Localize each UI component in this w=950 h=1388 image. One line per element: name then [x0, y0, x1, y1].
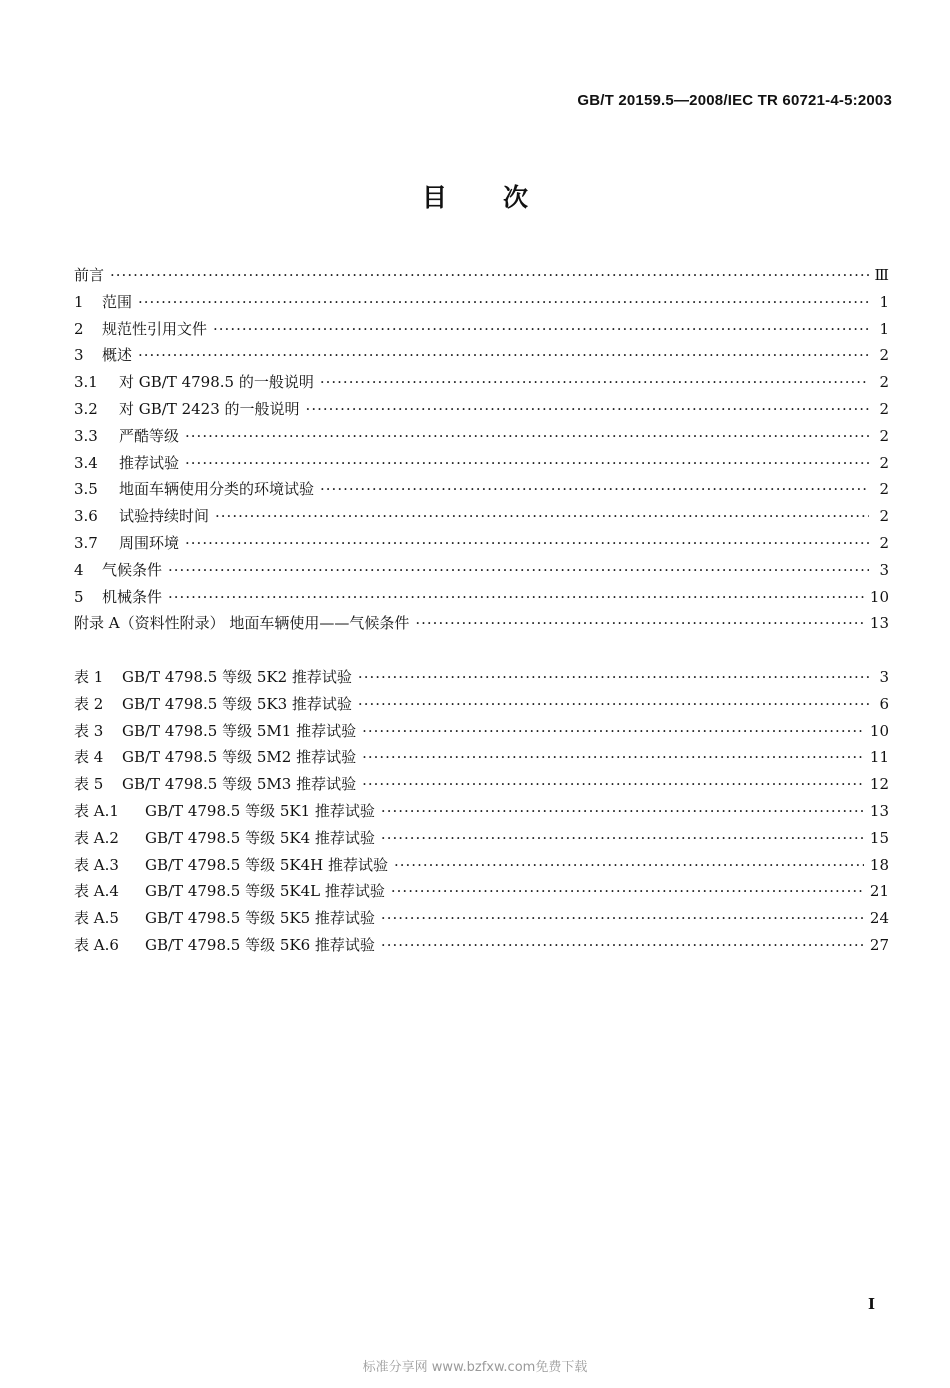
toc-entry-number: 3.6	[74, 507, 98, 526]
table-entry[interactable]	[74, 905, 889, 932]
dot-leader	[185, 423, 869, 450]
table-entry[interactable]	[74, 771, 889, 798]
toc-entry-page: 2	[879, 453, 889, 472]
dot-leader	[415, 610, 864, 637]
table-entry-label: GB/T 4798.5 等级 5K5 推荐试验	[145, 909, 375, 928]
toc-entry-number: 3	[74, 346, 84, 365]
dot-leader	[110, 262, 869, 289]
dot-leader	[381, 932, 864, 959]
toc-entry[interactable]	[74, 316, 889, 343]
dot-leader	[362, 744, 864, 771]
table-entry-page: 6	[879, 694, 889, 713]
table-entry-number: 表 4	[74, 748, 104, 767]
table-entry-page: 11	[869, 748, 889, 767]
toc-entry-page: 13	[869, 614, 889, 633]
table-entry-page: 27	[869, 935, 889, 954]
toc-entry-number: 5	[74, 587, 84, 606]
table-entry-page: 15	[869, 828, 889, 847]
toc-entry[interactable]	[74, 584, 889, 611]
toc-entry-page: 1	[879, 292, 889, 311]
table-entry-page: 18	[869, 855, 889, 874]
table-entry-number: 表 2	[74, 694, 104, 713]
table-entry-page: 3	[879, 668, 889, 686]
table-entry-label: GB/T 4798.5 等级 5K6 推荐试验	[145, 935, 375, 954]
table-entry[interactable]	[74, 718, 889, 745]
dot-leader	[185, 530, 869, 557]
table-entry-number: 表 1	[74, 668, 104, 686]
table-entry-number: 表 A.2	[74, 828, 119, 847]
dot-leader	[138, 289, 869, 316]
toc-entry-page: 10	[869, 587, 889, 606]
dot-leader	[185, 450, 869, 477]
table-entry[interactable]	[74, 932, 889, 959]
toc-entry[interactable]	[74, 423, 889, 450]
standard-id-header: GB/T 20159.5—2008/IEC TR 60721-4-5:2003	[577, 92, 892, 109]
toc-entry[interactable]	[74, 557, 889, 584]
dot-leader	[381, 905, 864, 932]
table-entry-number: 表 A.6	[74, 935, 119, 954]
toc-entry[interactable]	[74, 450, 889, 477]
page-number: I	[867, 1295, 875, 1313]
toc-entry[interactable]	[74, 262, 889, 289]
toc-entry-number: 4	[74, 560, 84, 579]
page-title: 目次	[421, 183, 584, 212]
dot-leader	[362, 718, 864, 745]
dot-leader	[391, 878, 864, 905]
toc-entry[interactable]	[74, 289, 889, 316]
toc-entry-number: 1	[74, 292, 84, 311]
table-entry-label: GB/T 4798.5 等级 5M3 推荐试验	[122, 775, 357, 794]
dot-leader	[320, 369, 869, 396]
toc-entry[interactable]	[74, 396, 889, 423]
table-entry[interactable]	[74, 825, 889, 852]
toc-list	[74, 262, 889, 637]
toc-entry-page: 1	[879, 319, 889, 338]
toc-entry[interactable]	[74, 476, 889, 503]
toc-entry-label: 周围环境	[119, 533, 180, 552]
dot-leader	[306, 396, 869, 423]
table-entry[interactable]	[74, 798, 889, 825]
toc-entry-label: 概述	[102, 346, 133, 365]
table-entry-label: GB/T 4798.5 等级 5K4L 推荐试验	[145, 882, 385, 901]
toc-entry-page: 3	[879, 560, 889, 579]
toc-entry-number: 3.7	[74, 533, 98, 552]
toc-entry-page: 2	[879, 480, 889, 499]
table-entry-page: 24	[869, 909, 889, 928]
dot-leader	[358, 664, 869, 691]
toc-entry-label: 地面车辆使用分类的环境试验	[119, 480, 315, 499]
toc-entry-number: 3.1	[74, 373, 98, 392]
table-entry-label: GB/T 4798.5 等级 5M1 推荐试验	[122, 721, 357, 740]
dot-leader	[394, 852, 864, 879]
dot-leader	[168, 584, 864, 611]
table-entry-label: GB/T 4798.5 等级 5K4H 推荐试验	[145, 855, 388, 874]
toc-entry-label: 范围	[102, 292, 133, 311]
toc-entry-label: 推荐试验	[119, 453, 180, 472]
toc-entry-annex[interactable]	[74, 610, 889, 637]
toc-entry-label: 前言	[74, 266, 105, 284]
toc-entry-page: Ⅲ	[874, 266, 889, 284]
toc-entry-number: 3.5	[74, 480, 98, 499]
dot-leader	[320, 476, 869, 503]
toc-entry-label: 试验持续时间	[119, 507, 210, 526]
toc-entry-page: 2	[879, 399, 889, 418]
table-entry-page: 21	[869, 882, 889, 901]
toc-entry-label: 附录 A（资料性附录） 地面车辆使用——气候条件	[74, 614, 410, 633]
dot-leader	[168, 557, 869, 584]
table-entry-label: GB/T 4798.5 等级 5K2 推荐试验	[122, 668, 352, 686]
toc-entry-label: 严酷等级	[119, 426, 180, 445]
watermark-footer: 标准分享网 www.bzfxw.com免费下载	[362, 1360, 588, 1375]
table-entry-page: 13	[869, 801, 889, 820]
toc-entry[interactable]	[74, 369, 889, 396]
toc-entry[interactable]	[74, 342, 889, 369]
table-entry[interactable]	[74, 852, 889, 879]
toc-entry-label: 对 GB/T 4798.5 的一般说明	[119, 373, 314, 392]
table-entry-number: 表 5	[74, 775, 104, 794]
toc-entry-label: 规范性引用文件	[102, 319, 208, 338]
table-entry-page: 12	[869, 775, 889, 794]
table-entry-label: GB/T 4798.5 等级 5K4 推荐试验	[145, 828, 375, 847]
table-entry-label: GB/T 4798.5 等级 5M2 推荐试验	[122, 748, 357, 767]
toc-entry-number: 2	[74, 319, 84, 338]
toc-entry-number: 3.3	[74, 426, 98, 445]
toc-entry[interactable]	[74, 530, 889, 557]
table-entry-number: 表 A.3	[74, 855, 119, 874]
table-entry-page: 10	[869, 721, 889, 740]
table-entry-number: 表 A.5	[74, 909, 119, 928]
table-entry-number: 表 A.1	[74, 801, 119, 820]
toc-entry-number: 3.4	[74, 453, 98, 472]
table-entry[interactable]	[74, 878, 889, 905]
table-entry-label: GB/T 4798.5 等级 5K3 推荐试验	[122, 694, 352, 713]
toc-entry-label: 气候条件	[102, 560, 163, 579]
table-entry[interactable]	[74, 744, 889, 771]
toc-entry-label: 对 GB/T 2423 的一般说明	[119, 399, 300, 418]
toc-entry-page: 2	[879, 346, 889, 365]
toc-entry-page: 2	[879, 373, 889, 392]
dot-leader	[358, 691, 869, 718]
dot-leader	[213, 316, 869, 343]
dot-leader	[362, 771, 864, 798]
dot-leader	[138, 342, 869, 369]
table-entry[interactable]	[74, 691, 889, 718]
dot-leader	[215, 503, 869, 530]
dot-leader	[381, 825, 864, 852]
table-entry-number: 表 3	[74, 721, 104, 740]
toc-entry-page: 2	[879, 533, 889, 552]
toc-entry-page: 2	[879, 507, 889, 526]
dot-leader	[381, 798, 864, 825]
toc-entry-number: 3.2	[74, 399, 98, 418]
toc-entry[interactable]	[74, 503, 889, 530]
toc-entry-label: 机械条件	[102, 587, 163, 606]
table-entry-number: 表 A.4	[74, 882, 119, 901]
toc-entry-page: 2	[879, 426, 889, 445]
table-entry[interactable]	[74, 664, 889, 691]
table-entry-label: GB/T 4798.5 等级 5K1 推荐试验	[145, 801, 375, 820]
table-list	[74, 664, 889, 959]
